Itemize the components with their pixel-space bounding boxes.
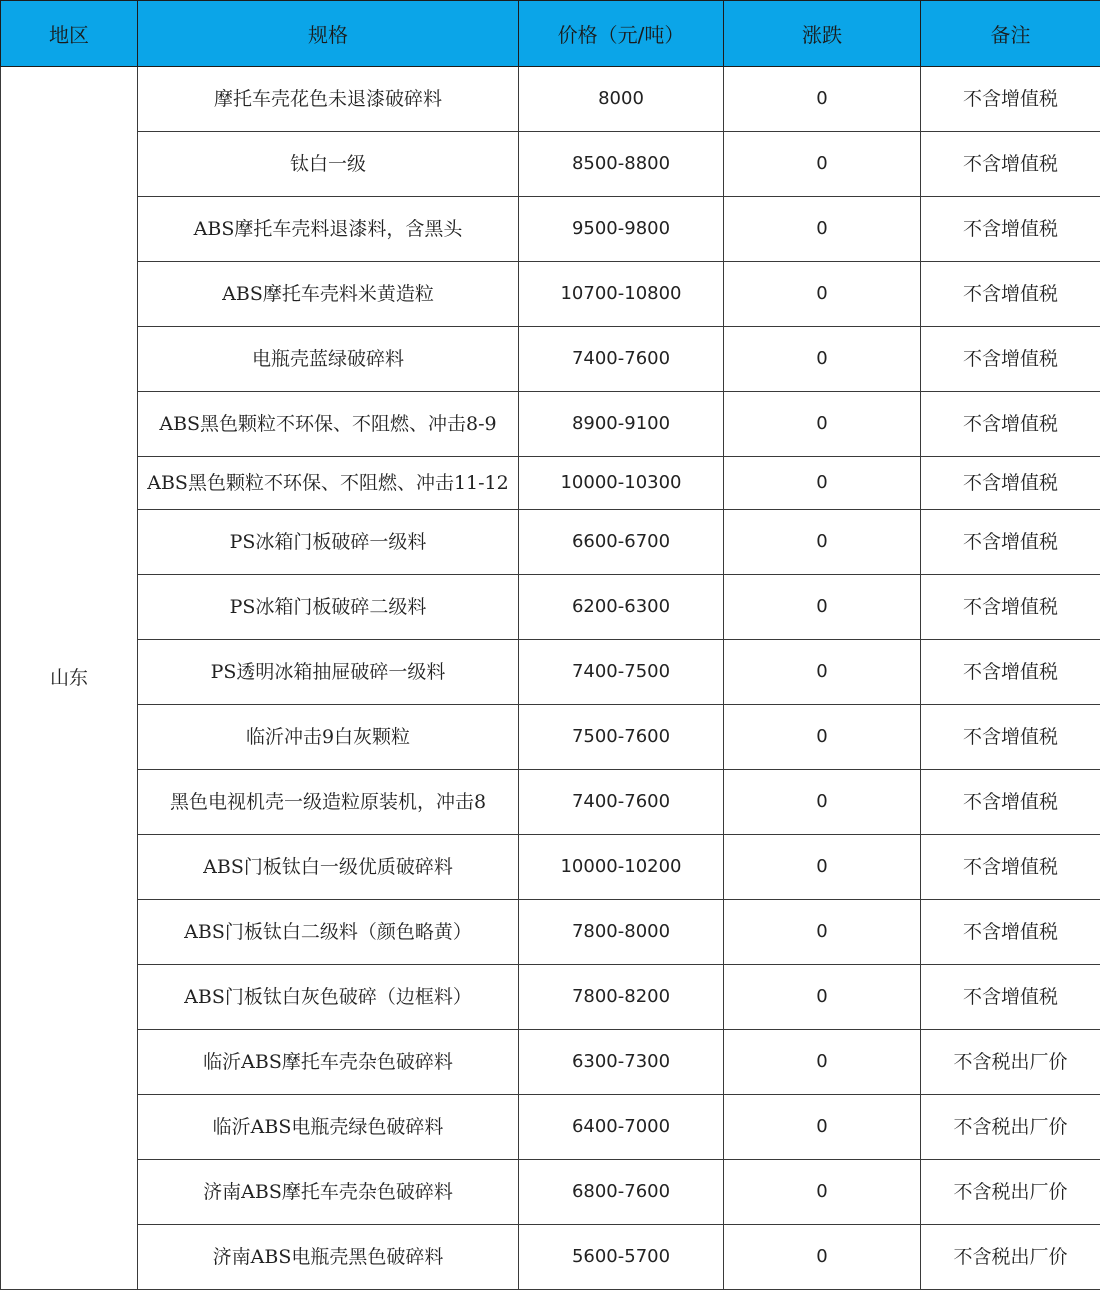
change-cell: 0 xyxy=(724,900,921,965)
price-cell: 6200-6300 xyxy=(519,575,724,640)
header-change: 涨跌 xyxy=(724,1,921,67)
spec-cell: PS透明冰箱抽屉破碎一级料 xyxy=(138,640,519,705)
change-cell: 0 xyxy=(724,965,921,1030)
change-cell: 0 xyxy=(724,327,921,392)
price-cell: 7400-7500 xyxy=(519,640,724,705)
price-cell: 9500-9800 xyxy=(519,197,724,262)
table-body xyxy=(1,67,1100,1290)
price-cell: 7400-7600 xyxy=(519,327,724,392)
table-row xyxy=(1,835,1100,900)
price-cell: 6300-7300 xyxy=(519,1030,724,1095)
change-cell: 0 xyxy=(724,510,921,575)
table-row xyxy=(1,510,1100,575)
price-cell: 8000 xyxy=(519,67,724,132)
table-row xyxy=(1,1030,1100,1095)
note-cell: 不含增值税 xyxy=(921,770,1100,835)
spec-cell: PS冰箱门板破碎一级料 xyxy=(138,510,519,575)
table-row xyxy=(1,575,1100,640)
change-cell: 0 xyxy=(724,575,921,640)
table-row xyxy=(1,770,1100,835)
table-row xyxy=(1,132,1100,197)
note-cell: 不含税出厂价 xyxy=(921,1160,1100,1225)
table-row xyxy=(1,900,1100,965)
table-row xyxy=(1,705,1100,770)
spec-cell: 摩托车壳花色未退漆破碎料 xyxy=(138,67,519,132)
change-cell: 0 xyxy=(724,1030,921,1095)
note-cell: 不含增值税 xyxy=(921,835,1100,900)
spec-cell: 黑色电视机壳一级造粒原装机，冲击8 xyxy=(138,770,519,835)
price-cell: 5600-5700 xyxy=(519,1225,724,1290)
table-header xyxy=(1,1,1100,67)
spec-cell: 济南ABS电瓶壳黑色破碎料 xyxy=(138,1225,519,1290)
price-cell: 7800-8000 xyxy=(519,900,724,965)
note-cell: 不含增值税 xyxy=(921,67,1100,132)
spec-cell: PS冰箱门板破碎二级料 xyxy=(138,575,519,640)
change-cell: 0 xyxy=(724,262,921,327)
note-cell: 不含增值税 xyxy=(921,392,1100,457)
table-row xyxy=(1,1160,1100,1225)
spec-cell: 临沂ABS摩托车壳杂色破碎料 xyxy=(138,1030,519,1095)
note-cell: 不含税出厂价 xyxy=(921,1095,1100,1160)
note-cell: 不含增值税 xyxy=(921,575,1100,640)
note-cell: 不含增值税 xyxy=(921,640,1100,705)
price-cell: 8900-9100 xyxy=(519,392,724,457)
change-cell: 0 xyxy=(724,1160,921,1225)
table-row xyxy=(1,197,1100,262)
price-cell: 6800-7600 xyxy=(519,1160,724,1225)
spec-cell: 济南ABS摩托车壳杂色破碎料 xyxy=(138,1160,519,1225)
change-cell: 0 xyxy=(724,1095,921,1160)
note-cell: 不含增值税 xyxy=(921,510,1100,575)
table-row xyxy=(1,640,1100,705)
price-cell: 10700-10800 xyxy=(519,262,724,327)
note-cell: 不含增值税 xyxy=(921,132,1100,197)
note-cell: 不含增值税 xyxy=(921,457,1100,510)
change-cell: 0 xyxy=(724,640,921,705)
price-cell: 10000-10300 xyxy=(519,457,724,510)
note-cell: 不含增值税 xyxy=(921,900,1100,965)
note-cell: 不含增值税 xyxy=(921,965,1100,1030)
spec-cell: ABS黑色颗粒不环保、不阻燃、冲击8-9 xyxy=(138,392,519,457)
spec-cell: ABS摩托车壳料米黄造粒 xyxy=(138,262,519,327)
table-row xyxy=(1,67,1100,132)
change-cell: 0 xyxy=(724,197,921,262)
change-cell: 0 xyxy=(724,392,921,457)
region-cell: 山东 xyxy=(1,67,138,1290)
table-row xyxy=(1,1095,1100,1160)
spec-cell: ABS门板钛白灰色破碎（边框料） xyxy=(138,965,519,1030)
spec-cell: ABS门板钛白一级优质破碎料 xyxy=(138,835,519,900)
price-cell: 7500-7600 xyxy=(519,705,724,770)
change-cell: 0 xyxy=(724,457,921,510)
header-spec: 规格 xyxy=(138,1,519,67)
note-cell: 不含增值税 xyxy=(921,327,1100,392)
spec-cell: 临沂ABS电瓶壳绿色破碎料 xyxy=(138,1095,519,1160)
spec-cell: 电瓶壳蓝绿破碎料 xyxy=(138,327,519,392)
change-cell: 0 xyxy=(724,132,921,197)
spec-cell: 临沂冲击9白灰颗粒 xyxy=(138,705,519,770)
header-region: 地区 xyxy=(1,1,138,67)
price-cell: 7400-7600 xyxy=(519,770,724,835)
spec-cell: ABS黑色颗粒不环保、不阻燃、冲击11-12 xyxy=(138,457,519,510)
change-cell: 0 xyxy=(724,1225,921,1290)
price-cell: 7800-8200 xyxy=(519,965,724,1030)
table-row xyxy=(1,392,1100,457)
note-cell: 不含增值税 xyxy=(921,197,1100,262)
change-cell: 0 xyxy=(724,770,921,835)
header-note: 备注 xyxy=(921,1,1100,67)
table-row xyxy=(1,457,1100,510)
note-cell: 不含税出厂价 xyxy=(921,1030,1100,1095)
header-row xyxy=(1,1,1100,67)
spec-cell: 钛白一级 xyxy=(138,132,519,197)
spec-cell: ABS摩托车壳料退漆料，含黑头 xyxy=(138,197,519,262)
price-cell: 6600-6700 xyxy=(519,510,724,575)
table-row xyxy=(1,1225,1100,1290)
table-row xyxy=(1,965,1100,1030)
note-cell: 不含增值税 xyxy=(921,705,1100,770)
table-row xyxy=(1,327,1100,392)
spec-cell: ABS门板钛白二级料（颜色略黄） xyxy=(138,900,519,965)
table-row xyxy=(1,262,1100,327)
price-cell: 10000-10200 xyxy=(519,835,724,900)
price-cell: 6400-7000 xyxy=(519,1095,724,1160)
note-cell: 不含增值税 xyxy=(921,262,1100,327)
header-price: 价格（元/吨） xyxy=(519,1,724,67)
change-cell: 0 xyxy=(724,835,921,900)
note-cell: 不含税出厂价 xyxy=(921,1225,1100,1290)
change-cell: 0 xyxy=(724,67,921,132)
change-cell: 0 xyxy=(724,705,921,770)
price-cell: 8500-8800 xyxy=(519,132,724,197)
